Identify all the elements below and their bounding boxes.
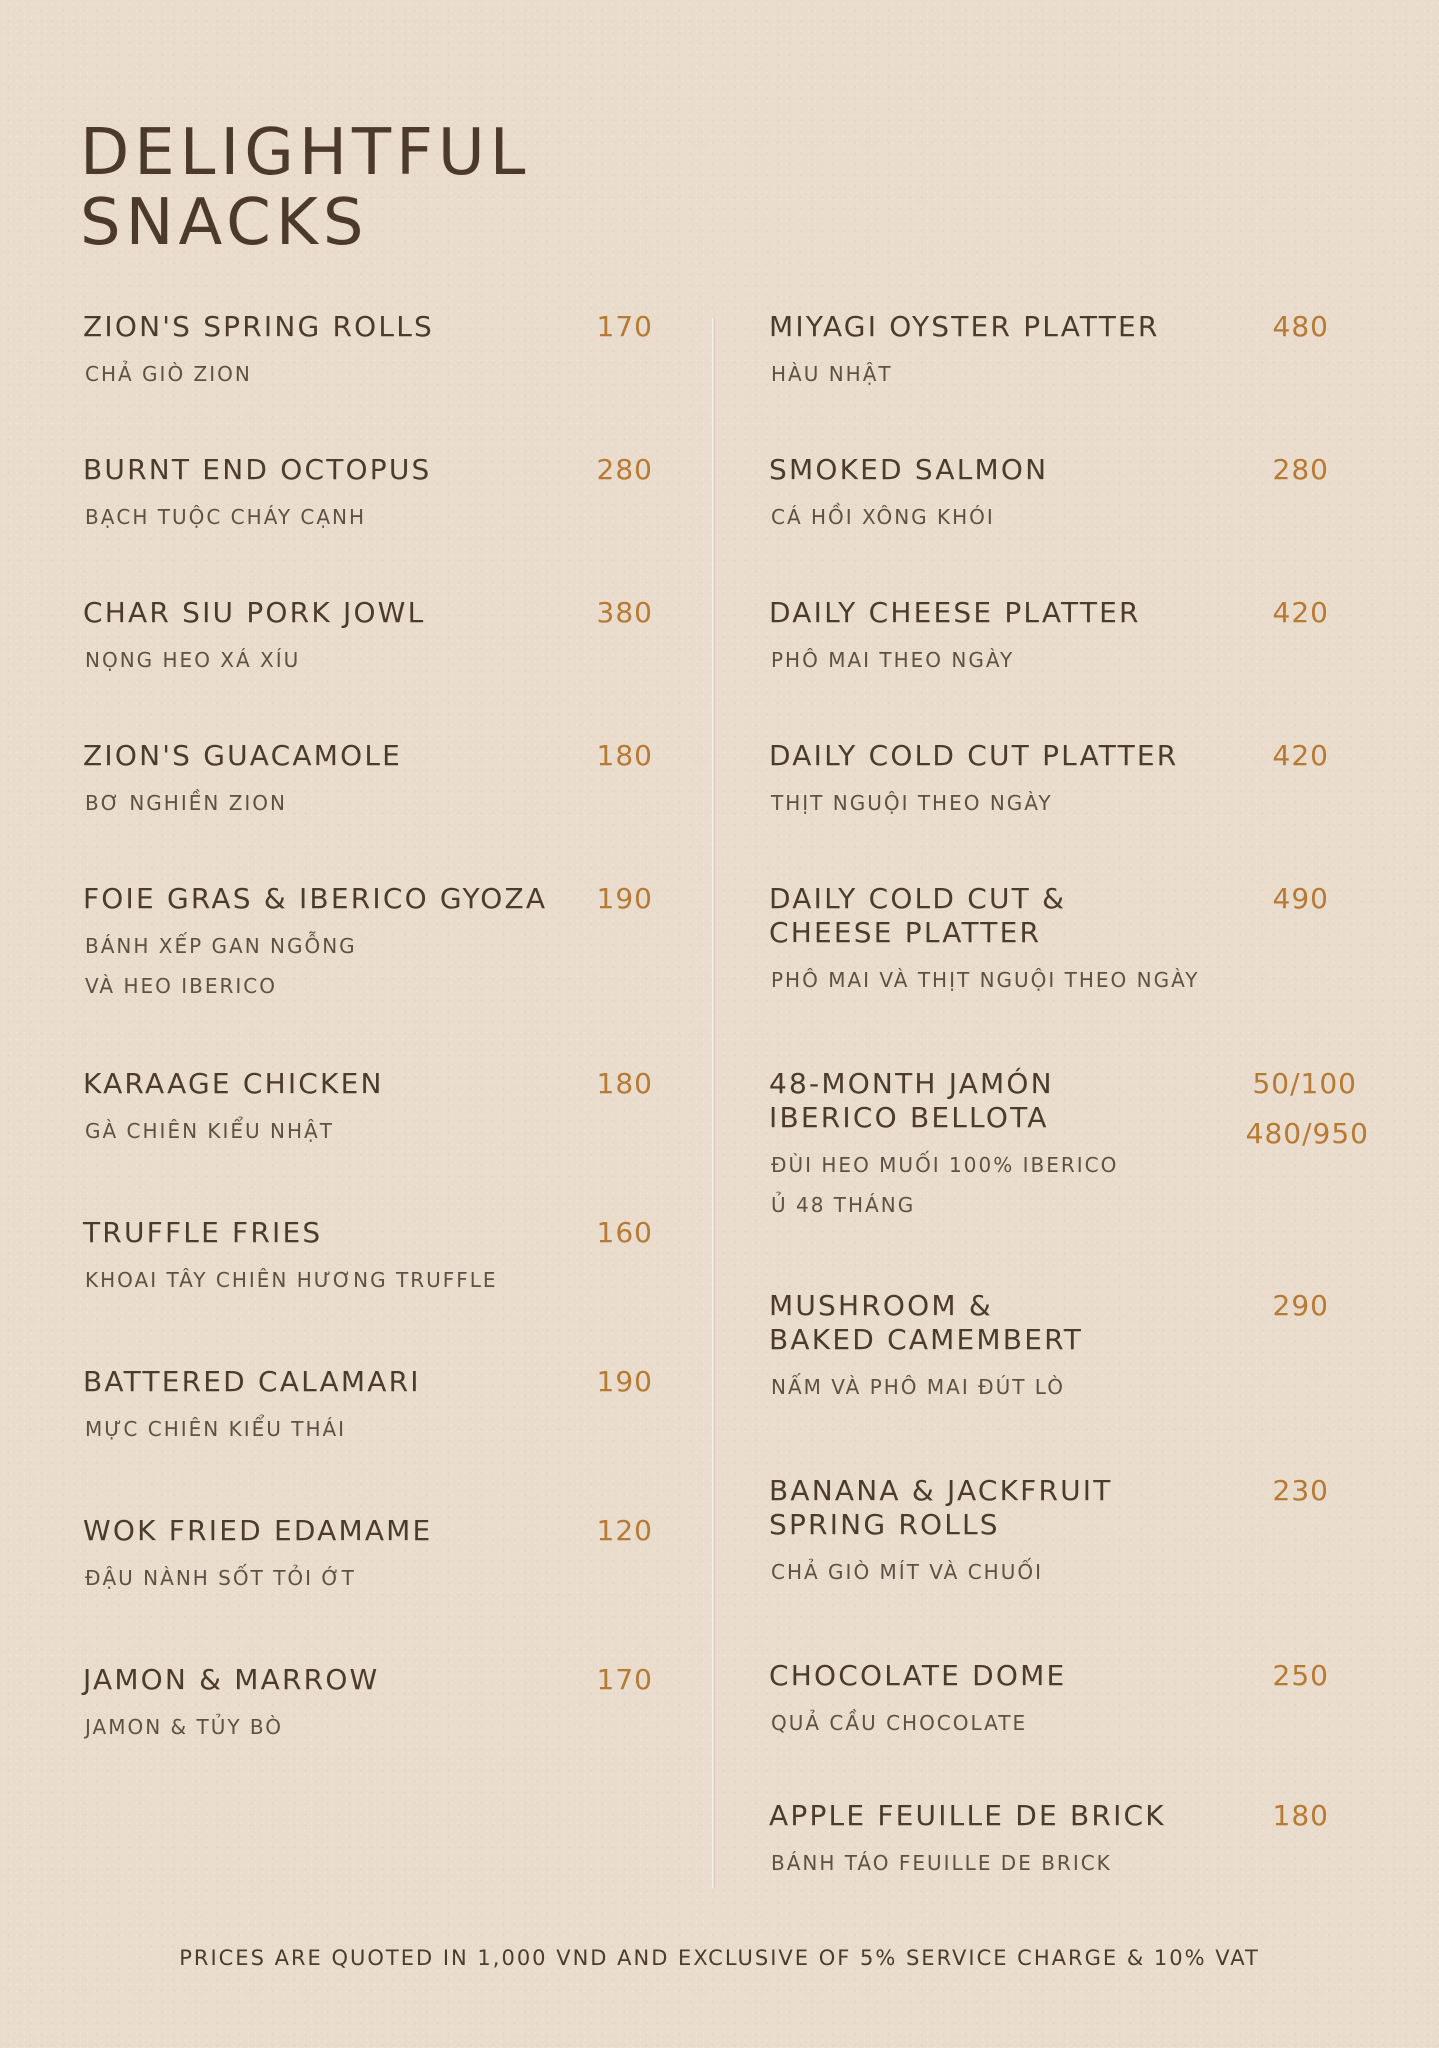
item-price-line: 50/100 [1252, 1067, 1357, 1100]
item-name: BATTERED CALAMARI [83, 1365, 421, 1398]
menu-item [83, 1514, 653, 1663]
item-price: 190 [596, 1365, 653, 1398]
item-description: HÀU NHẬT [771, 362, 893, 386]
item-description: BẠCH TUỘC CHÁY CẠNH [85, 505, 367, 529]
item-price: 280 [1272, 453, 1329, 486]
menu-item [769, 882, 1369, 1067]
item-description: ĐẬU NÀNH SỐT TỎI ỚT [85, 1566, 356, 1590]
item-description: NẤM VÀ PHÔ MAI ĐÚT LÒ [771, 1375, 1065, 1399]
item-description: CÁ HỒI XÔNG KHÓI [771, 505, 995, 529]
item-price: 380 [596, 596, 653, 629]
right-column [769, 310, 1369, 1939]
item-name: BURNT END OCTOPUS [83, 453, 432, 486]
item-name: TRUFFLE FRIES [83, 1216, 323, 1249]
menu-item [769, 310, 1369, 453]
item-name: WOK FRIED EDAMAME [83, 1514, 433, 1547]
menu-item [769, 1474, 1369, 1659]
menu-item [769, 596, 1369, 739]
item-description: CHẢ GIÒ MÍT VÀ CHUỐI [771, 1560, 1043, 1584]
menu-item [769, 1659, 1369, 1799]
item-price: 180 [1272, 1799, 1329, 1832]
item-price: 490 [1272, 882, 1329, 915]
item-price: 230 [1272, 1474, 1329, 1507]
item-price: 160 [596, 1216, 653, 1249]
menu-title-line1: DELIGHTFUL [80, 116, 531, 190]
item-price: 480 [1272, 310, 1329, 343]
item-name-line: 48-MONTH JAMÓN [769, 1067, 1054, 1100]
item-price: 290 [1272, 1289, 1329, 1322]
menu-item [769, 739, 1369, 882]
menu-item [769, 453, 1369, 596]
item-name-line: MUSHROOM & [769, 1289, 993, 1322]
item-name: KARAAGE CHICKEN [83, 1067, 384, 1100]
item-price: 250 [1272, 1659, 1329, 1692]
item-description-line: Ủ 48 THÁNG [771, 1193, 916, 1217]
item-name: FOIE GRAS & IBERICO GYOZA [83, 882, 548, 915]
item-description: JAMON & TỦY BÒ [85, 1715, 284, 1739]
menu-title [80, 118, 530, 258]
menu-item [769, 1799, 1369, 1939]
menu-item [83, 1067, 653, 1216]
menu-item [83, 310, 653, 453]
item-description: NỌNG HEO XÁ XÍU [85, 648, 301, 672]
item-name-line: BAKED CAMEMBERT [769, 1323, 1084, 1356]
item-price-line: 480/950 [1245, 1117, 1369, 1150]
item-price: 180 [596, 1067, 653, 1100]
menu-item [83, 453, 653, 596]
price-disclaimer: PRICES ARE QUOTED IN 1,000 VND AND EXCLUSIVE OF 5% SERVICE CHARGE & 10% VAT [179, 1946, 1260, 1970]
menu-item [83, 882, 653, 1067]
item-description: THỊT NGUỘI THEO NGÀY [771, 791, 1053, 815]
item-name-line: CHEESE PLATTER [769, 916, 1042, 949]
item-description-line: VÀ HEO IBERICO [85, 974, 277, 998]
item-price: 190 [596, 882, 653, 915]
item-name-line: IBERICO BELLOTA [769, 1101, 1049, 1134]
item-price [1219, 1059, 1369, 1159]
menu-item [83, 1663, 653, 1806]
item-description: PHÔ MAI VÀ THỊT NGUỘI THEO NGÀY [771, 968, 1200, 992]
left-column [83, 310, 653, 1806]
menu-item [83, 596, 653, 739]
item-price: 120 [596, 1514, 653, 1547]
item-description: QUẢ CẦU CHOCOLATE [771, 1711, 1028, 1735]
item-name: ZION'S GUACAMOLE [83, 739, 403, 772]
item-description: MỰC CHIÊN KIỂU THÁI [85, 1417, 347, 1441]
item-description: BƠ NGHIỀN ZION [85, 791, 287, 815]
item-price: 420 [1272, 596, 1329, 629]
menu-item [769, 1289, 1369, 1474]
item-price: 170 [596, 310, 653, 343]
item-name: MIYAGI OYSTER PLATTER [769, 310, 1160, 343]
item-name: JAMON & MARROW [83, 1663, 380, 1696]
menu-item [83, 1365, 653, 1514]
item-description: KHOAI TÂY CHIÊN HƯƠNG TRUFFLE [85, 1268, 498, 1292]
item-name: DAILY CHEESE PLATTER [769, 596, 1141, 629]
item-description-line: BÁNH XẾP GAN NGỖNG [85, 934, 357, 958]
item-price: 420 [1272, 739, 1329, 772]
item-description: PHÔ MAI THEO NGÀY [771, 648, 1015, 672]
item-description [85, 926, 653, 1006]
menu-item [83, 739, 653, 882]
item-name: APPLE FEUILLE DE BRICK [769, 1799, 1166, 1832]
item-name-line: DAILY COLD CUT & [769, 882, 1067, 915]
item-name: DAILY COLD CUT PLATTER [769, 739, 1179, 772]
menu-item [769, 1067, 1369, 1289]
item-description: GÀ CHIÊN KIỂU NHẬT [85, 1119, 334, 1143]
item-name: CHOCOLATE DOME [769, 1659, 1067, 1692]
item-name-line: SPRING ROLLS [769, 1508, 1000, 1541]
item-price: 180 [596, 739, 653, 772]
item-name: ZION'S SPRING ROLLS [83, 310, 434, 343]
item-description-line: ĐÙI HEO MUỐI 100% IBERICO [771, 1153, 1119, 1177]
menu-item [83, 1216, 653, 1365]
item-description: BÁNH TÁO FEUILLE DE BRICK [771, 1851, 1112, 1875]
item-description: CHẢ GIÒ ZION [85, 362, 252, 386]
column-divider [712, 318, 715, 1888]
item-price: 280 [596, 453, 653, 486]
item-name: SMOKED SALMON [769, 453, 1049, 486]
item-name-line: BANANA & JACKFRUIT [769, 1474, 1113, 1507]
item-price: 170 [596, 1663, 653, 1696]
menu-title-line2: SNACKS [80, 186, 369, 260]
item-name: CHAR SIU PORK JOWL [83, 596, 426, 629]
